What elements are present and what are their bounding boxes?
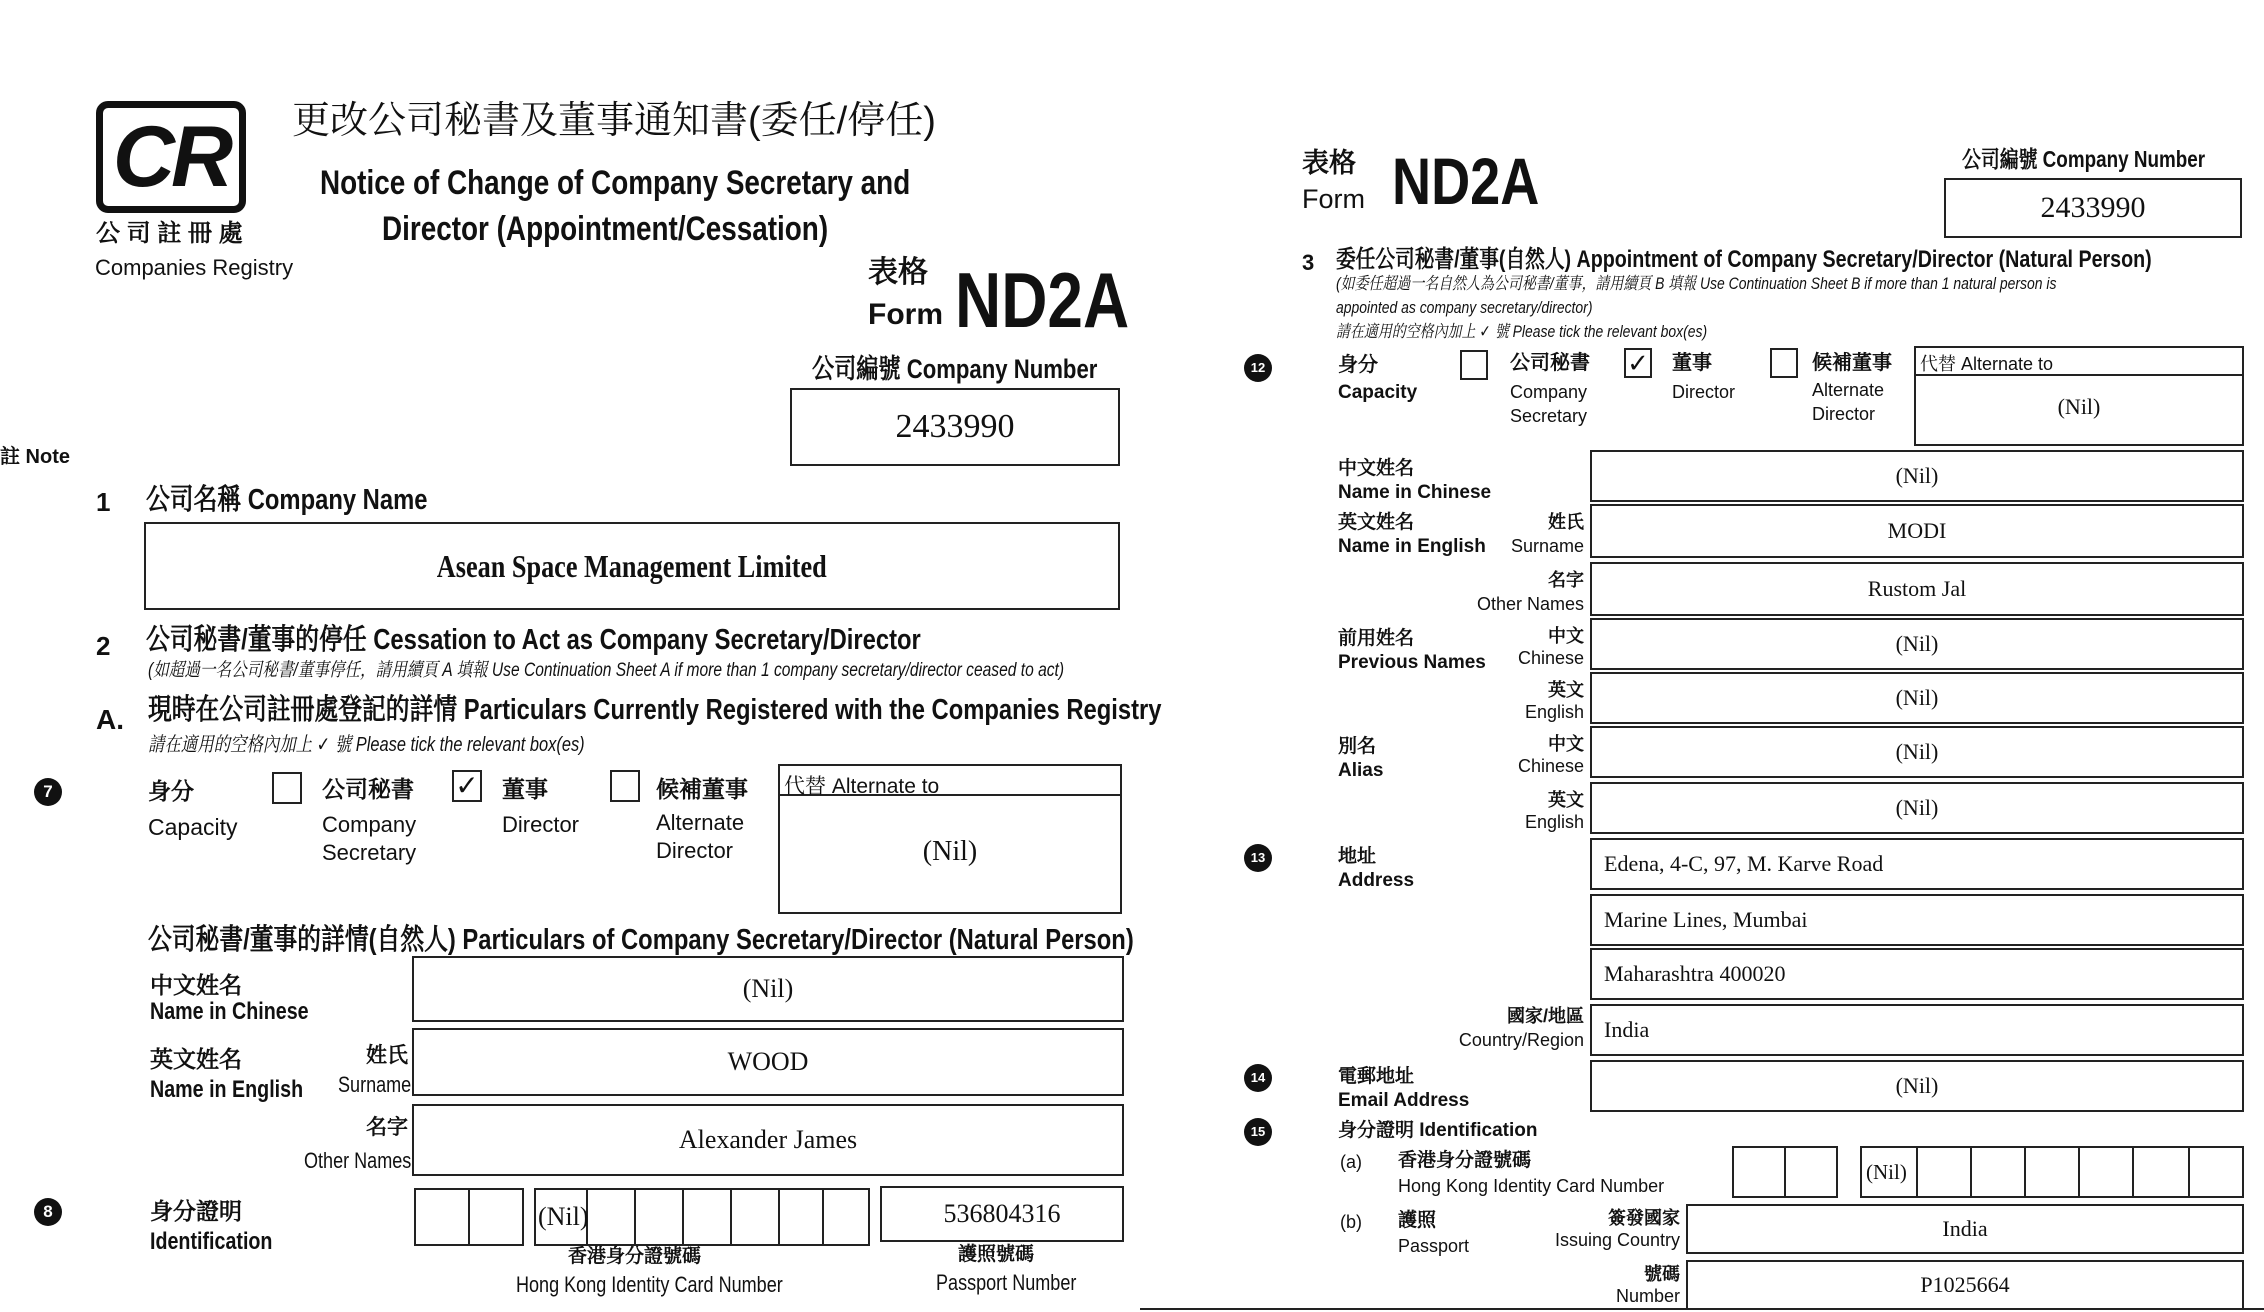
company-number-field[interactable]: 2433990 [790,388,1120,466]
r-opt-director-zh: 董事 [1672,352,1712,374]
r-prev-en: Previous Names [1338,652,1486,673]
passport-number-field[interactable]: 536804316 [880,1186,1124,1242]
title-en-line2: Director (Appointment/Cessation) [382,210,829,248]
title-zh: 更改公司秘書及董事通知書(委任/停任) [292,100,936,142]
hkid-cell-divider [778,1188,826,1246]
r-prev-english-en: English [1524,702,1584,722]
alternate-to-label: 代替 Alternate to [780,766,1120,796]
other-names-zh: 名字 [366,1116,408,1139]
r-hkid-en: Hong Kong Identity Card Number [1398,1176,1665,1196]
hkid-cell-divider [586,1188,634,1246]
section-3-note-1: (如委任超過一名自然人為公司秘書/董事，請用續頁 B 填報 Use Continuation Sheet B if more than 1 natural person is [1336,274,2057,293]
opt-director-zh: 董事 [502,776,548,802]
r-opt-alt-en-2: Director [1812,404,1876,424]
r-opt-secretary-en-2: Secretary [1510,406,1588,426]
r-issuing-en: Issuing Country [1554,1230,1680,1250]
name-cn-en: Name in Chinese [150,998,309,1025]
r-address-en: Address [1338,870,1415,891]
r-checkbox-alternate-director[interactable] [1770,348,1798,378]
section-2-note: (如超過一名公司秘書/董事停任，請用續頁 A 填報 Use Continuation Sheet A if more than 1 company secretary/director ceased to act) [148,660,1065,681]
r-form-code: ND2A [1392,144,1540,218]
r-passport-number-field[interactable]: P1025664 [1686,1260,2244,1310]
r-hkid-cell-divider [1916,1146,1970,1198]
note-12-marker: 12 [1244,354,1272,382]
hkid-cell-divider [822,1188,870,1246]
section-3-label: 委任公司秘書/董事(自然人) Appointment of Company Secretary/Director (Natural Person) [1336,246,2152,273]
r-name-cn-en: Name in Chinese [1338,482,1492,503]
hkid-cell[interactable] [468,1188,524,1246]
cr-logo-letters: CR [112,109,230,205]
r-hkid-cell-divider [1970,1146,2024,1198]
r-form-label-zh: 表格 [1302,148,1356,178]
section-a-note: 請在適用的空格內加上 ✓ 號 Please tick the relevant box(es) [148,734,585,756]
r-alias-english-field[interactable]: (Nil) [1590,782,2244,834]
r-alias-english-zh: 英文 [1548,790,1584,810]
r-opt-director-en: Director [1672,382,1736,402]
surname-field[interactable]: WOOD [412,1028,1124,1096]
hkid-cell-divider [682,1188,730,1246]
hkid-cell[interactable] [414,1188,470,1246]
section-1-label: 公司名稱 Company Name [146,484,428,516]
opt-alt-en-2: Director [656,838,734,863]
r-alias-chinese-zh: 中文 [1548,734,1584,754]
r-passport-en: Passport [1398,1236,1470,1256]
r-id-b: (b) [1340,1212,1362,1232]
passport-label-zh: 護照號碼 [958,1244,1035,1265]
r-alternate-to-box[interactable] [1914,346,2244,446]
r-checkbox-company-secretary[interactable] [1460,350,1488,380]
r-name-in-chinese-field[interactable]: (Nil) [1590,450,2244,502]
r-email-field[interactable]: (Nil) [1590,1060,2244,1112]
note-label: 註 Note [0,446,70,468]
other-names-field[interactable]: Alexander James [412,1104,1124,1176]
r-hkid-value: (Nil) [1866,1160,1907,1184]
note-7-marker: 7 [34,778,62,806]
r-hkid-cell-divider [2078,1146,2132,1198]
r-email-en: Email Address [1338,1090,1470,1111]
r-name-en-zh: 英文姓名 [1338,512,1415,533]
r-page-bottom-rule [1140,1308,2264,1310]
opt-secretary-en-1: Company [322,812,417,837]
alternate-to-value: (Nil) [922,836,978,867]
r-opt-secretary-en-1: Company [1510,382,1588,402]
surname-zh: 姓氏 [366,1044,408,1067]
r-passport-zh: 護照 [1398,1210,1437,1231]
r-issuing-country-field[interactable]: India [1686,1204,2244,1254]
section-3-note-3: 請在適用的空格內加上 ✓ 號 Please tick the relevant box(es) [1336,322,1708,341]
passport-label-en: Passport Number [936,1270,1077,1295]
r-alias-chinese-en: Chinese [1517,756,1584,776]
r-address-line3-field[interactable]: Maharashtra 400020 [1590,948,2244,1000]
capacity-en: Capacity [148,814,238,840]
r-hkid-cell-divider [2188,1146,2244,1198]
id-zh: 身分證明 [150,1198,242,1224]
r-country-zh: 國家/地區 [1506,1006,1584,1026]
r-hkid-zh: 香港身分證號碼 [1398,1150,1532,1171]
r-id-label: 身分證明 Identification [1338,1120,1538,1141]
hkid-value: (Nil) [538,1202,589,1231]
r-address-zh: 地址 [1338,846,1377,867]
particulars-label: 公司秘書/董事的詳情(自然人) Particulars of Company Secretary/Director (Natural Person) [148,924,1134,956]
r-hkid-cell-divider [2132,1146,2188,1198]
name-en-en: Name in English [150,1076,304,1103]
company-name-field[interactable] [144,522,1120,610]
r-number-zh: 號碼 [1644,1264,1680,1284]
r-name-en-en: Name in English [1338,536,1486,557]
r-hkid-cell-divider [2024,1146,2078,1198]
section-a-letter: A. [96,704,124,735]
r-opt-secretary-zh: 公司秘書 [1510,352,1590,374]
r-surname-zh: 姓氏 [1548,512,1584,532]
checkbox-company-secretary[interactable] [272,772,302,804]
opt-director-en: Director [502,812,580,837]
r-prev-chinese-field[interactable]: (Nil) [1590,618,2244,670]
r-number-en: Number [1615,1286,1680,1306]
section-3-number: 3 [1302,250,1315,275]
note-13-marker: 13 [1244,844,1272,872]
r-prev-chinese-en: Chinese [1517,648,1584,668]
checkbox-alternate-director[interactable] [610,770,640,802]
r-alias-zh: 別名 [1338,736,1377,757]
form-label-en: Form [868,298,943,331]
opt-alt-zh: 候補董事 [656,776,748,802]
name-en-zh: 英文姓名 [150,1046,242,1072]
r-other-names-field[interactable]: Rustom Jal [1590,562,2244,616]
r-form-label-en: Form [1302,184,1365,214]
section-1-number: 1 [96,487,111,517]
r-alternate-to-value: (Nil) [2057,394,2101,419]
r-address-line1-field[interactable]: Edena, 4-C, 97, M. Karve Road [1590,838,2244,890]
company-name: Asean Space Management Limited [437,547,827,584]
hkid-label-zh: 香港身分證號碼 [568,1246,702,1267]
r-surname-field[interactable]: MODI [1590,504,2244,558]
logo-en: Companies Registry [95,255,294,280]
r-surname-en: Surname [1510,536,1584,556]
r-other-names-zh: 名字 [1548,570,1584,590]
r-id-a: (a) [1340,1152,1362,1172]
r-prev-zh: 前用姓名 [1338,628,1415,649]
logo-zh: 公 司 註 冊 處 [96,220,243,247]
r-issuing-zh: 簽發國家 [1608,1208,1680,1228]
note-15-marker: 15 [1244,1118,1272,1146]
company-number-label: 公司編號 Company Number [812,354,1098,384]
id-en: Identification [150,1228,273,1255]
r-name-cn-zh: 中文姓名 [1338,458,1415,479]
form-label-zh: 表格 [868,256,928,289]
r-prev-chinese-zh: 中文 [1548,626,1584,646]
r-alias-chinese-field[interactable]: (Nil) [1590,726,2244,778]
title-en-line1: Notice of Change of Company Secretary and [320,164,911,202]
r-country-field[interactable]: India [1590,1004,2244,1056]
hkid-cell-divider [730,1188,778,1246]
r-other-names-en: Other Names [1476,594,1584,614]
section-2-label: 公司秘書/董事的停任 Cessation to Act as Company Secretary/Director [146,624,921,656]
r-country-en: Country/Region [1458,1030,1584,1050]
r-alias-en: Alias [1338,760,1384,781]
capacity-zh: 身分 [148,778,194,804]
note-14-marker: 14 [1244,1064,1272,1092]
r-prev-english-zh: 英文 [1548,680,1584,700]
opt-secretary-zh: 公司秘書 [322,776,414,802]
r-capacity-en: Capacity [1338,382,1418,403]
r-email-zh: 電郵地址 [1338,1066,1415,1087]
other-names-en: Other Names [304,1148,412,1173]
section-3-note-2: appointed as company secretary/director) [1336,298,1593,317]
section-2-number: 2 [96,631,111,661]
r-company-number-label: 公司編號 Company Number [1962,146,2206,172]
opt-alt-en-1: Alternate [656,810,745,835]
name-in-chinese-field[interactable]: (Nil) [412,956,1124,1022]
hkid-label-en: Hong Kong Identity Card Number [516,1272,783,1297]
r-prev-english-field[interactable]: (Nil) [1590,672,2244,724]
r-hkid-cell[interactable] [1732,1146,1786,1198]
alternate-to-box[interactable] [778,764,1122,914]
r-checkbox-director[interactable]: ✓ [1624,348,1652,378]
checkbox-director[interactable]: ✓ [452,770,482,802]
r-alias-english-en: English [1524,812,1584,832]
name-cn-zh: 中文姓名 [150,972,242,998]
surname-en: Surname [338,1072,412,1097]
r-address-line2-field[interactable]: Marine Lines, Mumbai [1590,894,2244,946]
r-opt-alt-en-1: Alternate [1812,380,1885,400]
cr-logo [96,101,246,213]
r-company-number-field[interactable]: 2433990 [1944,178,2242,238]
note-8-marker: 8 [34,1198,62,1226]
r-capacity-zh: 身分 [1338,354,1378,376]
section-a-label: 現時在公司註冊處登記的詳情 Particulars Currently Registered with the Companies Registry [148,694,1162,726]
r-hkid-cell[interactable] [1784,1146,1838,1198]
hkid-cell-divider [634,1188,682,1246]
r-opt-alt-zh: 候補董事 [1812,352,1892,374]
form-code: ND2A [955,256,1130,344]
r-alternate-to-label: 代替 Alternate to [1916,348,2242,376]
opt-secretary-en-2: Secretary [322,840,417,865]
